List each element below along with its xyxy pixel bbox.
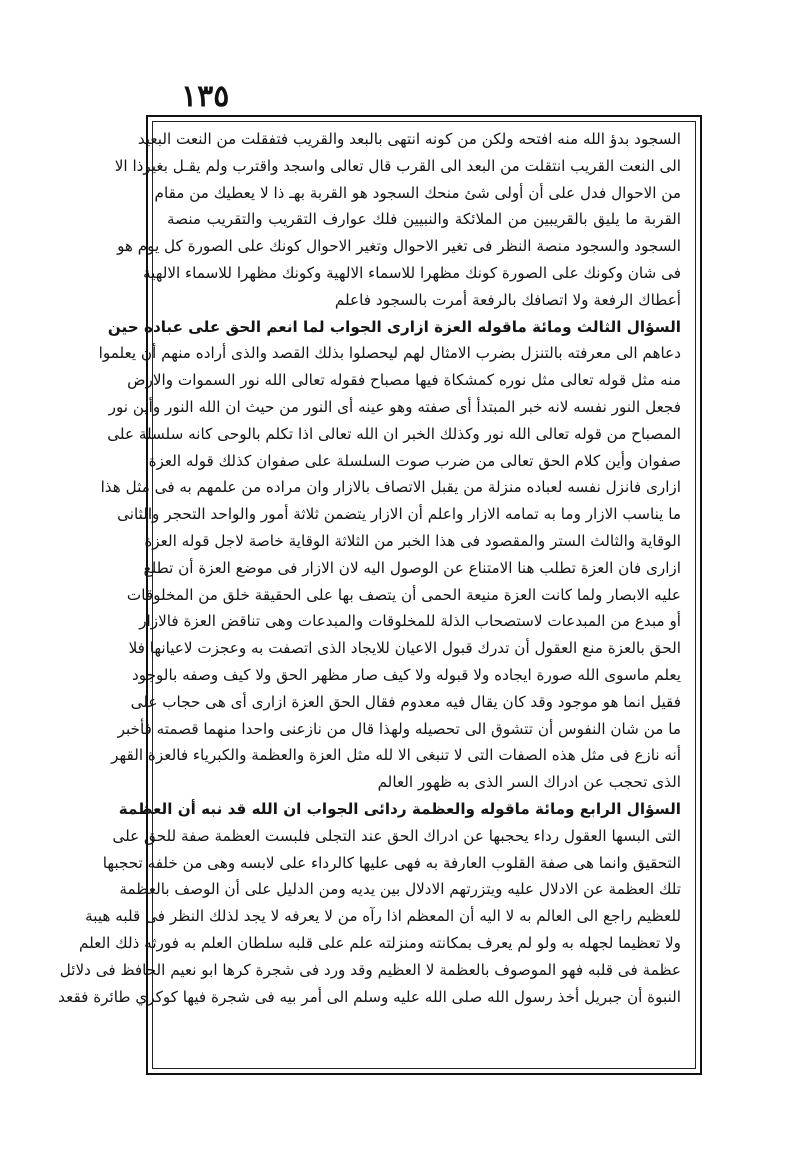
page-frame-inner bbox=[58, 121, 696, 1069]
text-line: للعظيم راجع الى العالم به لا اليه أن المعظم اذا رآه من لا يعرفه لا يجد لذلك النظر فى قلبه هيبة bbox=[85, 907, 681, 926]
text-line: السجود بدؤ الله منه افتحه ولكن من كونه انتهى بالبعد والقريب فتفقلت من النعت البعيد bbox=[137, 130, 681, 148]
page-frame bbox=[58, 115, 702, 1075]
text-line: الذى تحجب عن ادراك السر الذى به ظهور العالم bbox=[377, 773, 681, 792]
text-line: التى البسها العقول رداء يحجبها عن ادراك الحق عند التجلى فلبست العظمة صفة للحق على bbox=[112, 826, 681, 845]
text-line: التحقيق وانما هى صفة القلوب العارفة به فهى عليها كالرداء على لابسه وهى من خلفه تحجبها bbox=[102, 853, 681, 872]
text-line: أو مبدع من المبدعات لاستصحاب الذلة للمخلوقات والمبدعات وهى تناقض العزة فالازار bbox=[139, 612, 681, 631]
text-line: الى النعت القريب انتقلت من البعد الى القرب قال تعالى واسجد واقترب ولم يقـل بغيرذا الا bbox=[114, 156, 681, 175]
text-line: السؤال الرابع ومائة ماقوله والعظمة ردائى الجواب ان الله قد نبه أن العظمة bbox=[118, 799, 681, 818]
text-line: يعلم ماسوى الله صورة ايجاده ولا قبوله ولا كيف صار مظهر الحق ولا كيف وصفه بالوجود bbox=[131, 665, 681, 684]
text-line: فى شان وكونك على الصورة كونك مظهرا للاسماء الالهية وكونك مظهرا للاسماء الالهية bbox=[142, 263, 681, 282]
text-line: من الاحوال فدل على أن أولى شئ منحك السجود هو القربة بهـ ذا لا يعطيك من مقام bbox=[154, 183, 681, 202]
text-line: أنه نازع فى مثل هذه الصفات التى لا تنبغى الا لله مثل العزة والعظمة والكبرياء فالعزة القهر bbox=[111, 746, 681, 765]
text-line: منه مثل قوله تعالى مثل نوره كمشكاة فيها مصباح فقوله تعالى الله نور السموات والارض bbox=[127, 371, 681, 390]
text-line: دعاهم الى معرفته بالتنزل بضرب الامثال لهم ليحصلوا بذلك القصد والذى أراده منهم أن يعلموا bbox=[98, 344, 681, 363]
text-line: السؤال الثالث ومائة ماقوله العزة ازارى الجواب لما انعم الحق على عباده حين bbox=[107, 317, 681, 336]
text-line: فجعل النور نفسه لانه خبر المبتدأ أى صفته وهو عينه أى النور من حيث ان الله النور وأين نور bbox=[108, 397, 681, 416]
text-line: السجود والسجود منصة النظر فى تغير الاحوال وتغير الاحوال كونك على الصورة كل يوم هو bbox=[117, 237, 681, 256]
page-number: ١٣٥ bbox=[181, 79, 230, 114]
text-line: ما من شان النفوس أن تتشوق الى تحصيله ولهذا قال من نازعنى واحدا منهما قصمته فأخبر bbox=[117, 719, 681, 738]
text-line: القربة ما يليق بالقريبين من الملائكة والنبيين فلك عوارف التقريب والتقريب منصة bbox=[167, 210, 681, 229]
text-body bbox=[58, 126, 681, 1064]
text-line: تلك العظمة عن الادلال عليه ويتزرتهم الادلال بين يديه ومن الدليل على أن الوصف بالعظمة bbox=[119, 880, 681, 899]
text-line: فقيل انما هو موجود وقد كان يقال فيه معدوم فقال الحق العزة ازارى أى هى حجاب على bbox=[130, 692, 681, 711]
text-line: النبوة أن جبريل أخذ رسول الله صلى الله عليه وسلم الى أمر بيه فى شجرة فيها كوكري طائرة فقعد bbox=[58, 987, 681, 1006]
text-line: ما يناسب الازار وما به تمامه الازار واعلم أن الازار يتضمن ثلاثة أمور والواحد التحجر والثانى bbox=[117, 505, 681, 524]
text-line: عظمة فى قلبه فهو الموصوف بالعظمة لا العظيم وقد ورد فى شجرة كرها ابو نعيم الحافظ فى دلائل bbox=[59, 960, 681, 979]
text-line: الحق بالعزة منع العقول أن تدرك قبول الاعيان للايجاد الذى اتصفت به وعجزت لاعيانها فلا bbox=[128, 639, 681, 658]
text-line: صفوان وأين كلام الحق تعالى من ضرب صوت السلسلة على صفوان كذلك قوله العزة bbox=[148, 451, 681, 470]
text-line: عليه الابصار ولما كانت العزة منيعة الحمى أن يتصف بها على الحقيقة خلق من المخلوقات bbox=[126, 585, 681, 604]
text-line: ازارى فان العزة تطلب هنا الامتناع عن الوصول اليه لان الازار فى موضع العزة أن تطلع bbox=[143, 558, 681, 577]
text-line: المصباح من قوله تعالى الله نور وكذلك الخبر ان الله تعالى اذا تكلم بالوحى كانه سلسلة على bbox=[107, 424, 681, 443]
text-line: الوقاية والثالث الستر والمقصود فى هذا الخبر من الثلاثة الوقاية خاصة لاجل قوله العزة bbox=[144, 531, 681, 550]
text-line: أعطاك الرفعة ولا اتصافك بالرفعة أمرت بالسجود فاعلم bbox=[334, 290, 681, 309]
text-line: ولا تعظيما لجهله به ولو لم يعرف بمكانته ومنزلته علم على قلبه سلطان العلم به فورثه ذلك العلم bbox=[79, 933, 681, 952]
text-line: ازارى فانزل نفسه لعباده منزلة من يقبل الاتصاف بالازار وان مراده من علمهم به فى مثل هذا bbox=[100, 478, 681, 497]
